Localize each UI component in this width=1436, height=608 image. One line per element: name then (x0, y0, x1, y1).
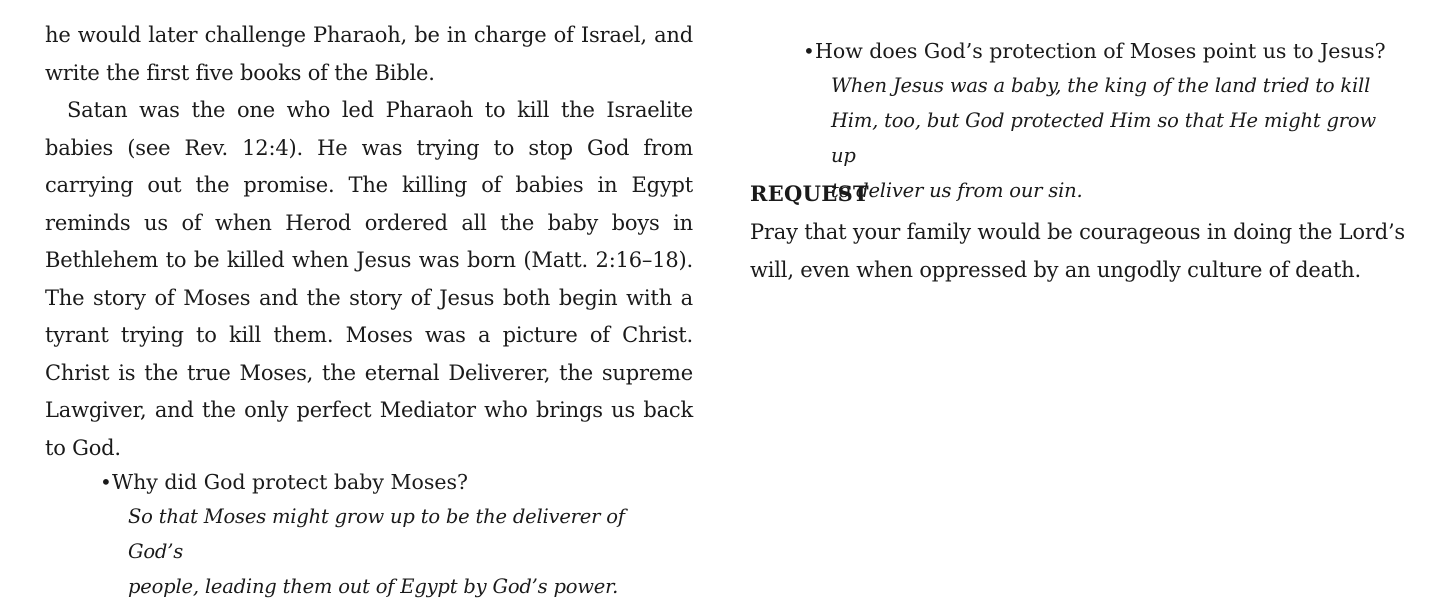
bullet-icon: • (803, 39, 815, 63)
request-text: Pray that your family would be courageous in doing the Lord’s will, even when oppressed by an ungodly culture of death. (750, 220, 1406, 282)
answer-line-2: people, leading them out of Egypt by God’s power. (128, 575, 619, 598)
discussion-question-2 (803, 34, 1403, 208)
bullet-icon: • (100, 470, 112, 494)
answer-line-3: to deliver us from our sin. (831, 179, 1083, 202)
question-line (803, 34, 1403, 68)
paragraph-satan-pharaoh: Satan was the one who led Pharaoh to kill the Israelite babies (see Rev. 12:4). He was trying to stop God from carrying out the promise. The killing of babies in Egypt reminds us of when Herod ordered all the baby boys in Bethlehem to be killed when Jesus was born (Matt. 2:16–18). The story of Moses and the story of Jesus both begin with a tyrant trying to kill them. Moses was a picture of Christ. Christ is the true Moses, the eternal Deliverer, the supreme Lawgiver, and the only perfect Mediator who brings us back to God. (45, 98, 693, 460)
answer-line-1: When Jesus was a baby, the king of the land tried to kill (831, 74, 1371, 97)
answer-line-2: Him, too, but God protected Him so that He might grow up (831, 109, 1376, 167)
request-heading: REQUEST (750, 181, 869, 206)
question-text: How does God’s protection of Moses point us to Jesus? (815, 39, 1386, 63)
paragraph-continuation: he would later challenge Pharaoh, be in charge of Israel, and write the first five books of the Bible. (45, 23, 693, 85)
question-line (100, 465, 660, 499)
discussion-question-1 (100, 465, 660, 604)
question-text: Why did God protect baby Moses? (112, 470, 468, 494)
answer-line-1: So that Moses might grow up to be the deliverer of God’s (128, 505, 625, 563)
